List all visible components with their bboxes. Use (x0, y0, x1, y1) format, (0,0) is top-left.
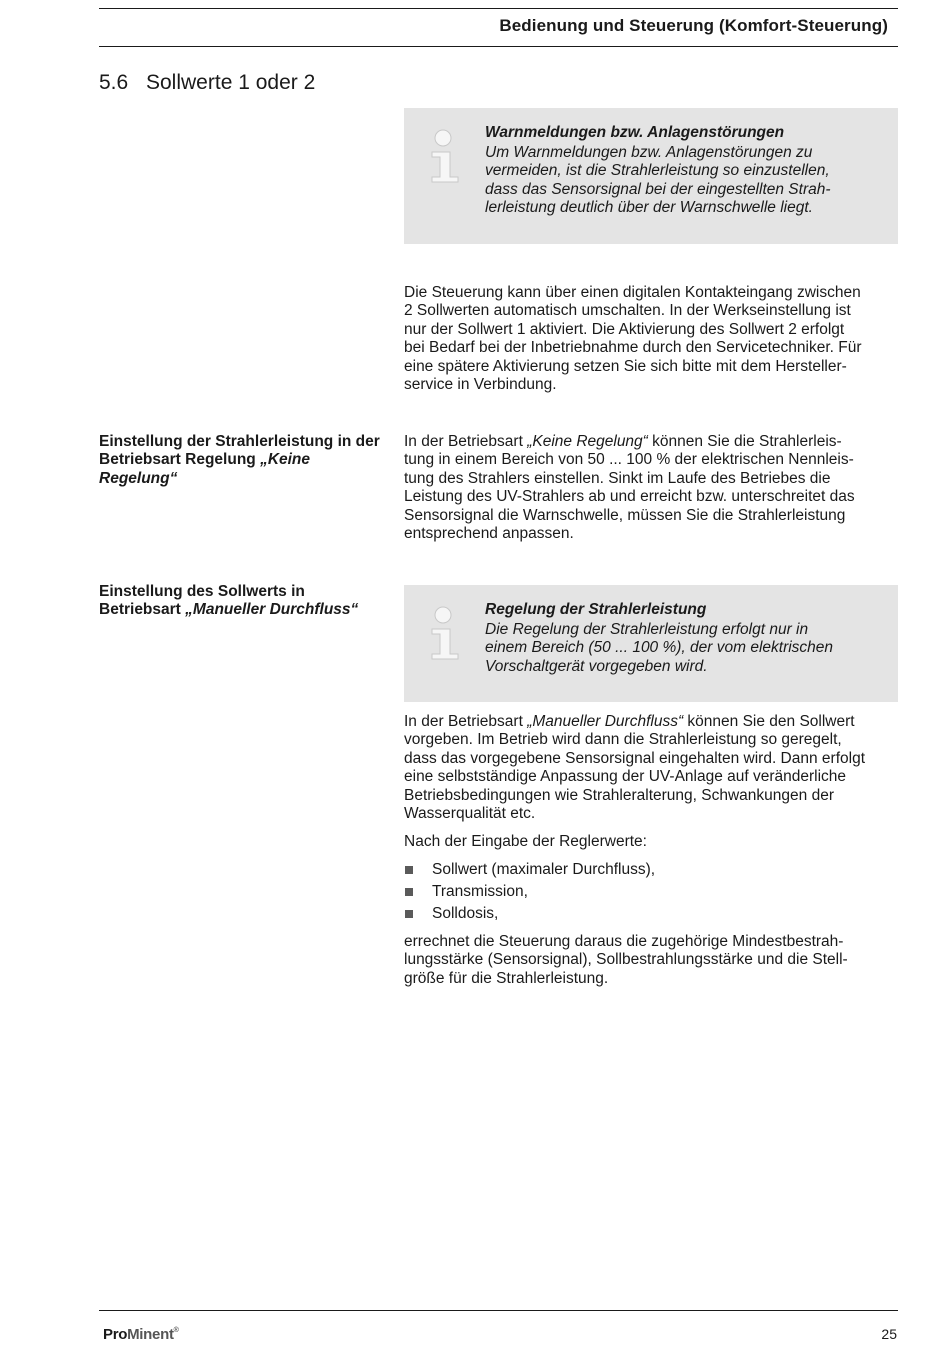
paragraph-line: entsprechend anpassen. (404, 525, 574, 543)
info-box-line: lerleistung deutlich über der Warnschwelle liegt. (485, 199, 813, 216)
header-bottom-rule (99, 46, 898, 47)
info-box-line: dass das Sensorsignal bei der eingestellten Strah- (485, 180, 831, 198)
paragraph-line: lungsstärke (Sensorsignal), Sollbestrahlungsstärke und die Stell- (404, 951, 848, 969)
info-icon (428, 128, 462, 186)
paragraph-italic: „Manueller Durchfluss“ (527, 713, 684, 730)
paragraph-text: können Sie die Strahlerleis- (647, 433, 842, 450)
page-number: 25 (881, 1326, 897, 1342)
info-box-heading: Regelung der Strahlerleistung (485, 601, 707, 618)
paragraph-line: eine spätere Aktivierung setzen Sie sich bitte mit dem Hersteller- (404, 357, 847, 375)
info-box-warning (404, 108, 898, 244)
paragraph-reglerwerte-intro: Nach der Eingabe der Reglerwerte: (404, 833, 647, 850)
paragraph-line: errechnet die Steuerung daraus die zugehörige Mindestbestrah- (404, 933, 844, 950)
list-item (404, 861, 900, 883)
paragraph-line: tung in einem Bereich von 50 ... 100 % der elektrischen Nennleis- (404, 451, 854, 469)
paragraph-line: Sensorsignal die Warnschwelle, müssen Sie die Strahlerleistung (404, 506, 846, 524)
side-label-line (99, 601, 389, 619)
side-label-text: Betriebsart (99, 601, 186, 619)
section-title: Sollwerte 1 oder 2 (146, 71, 316, 94)
bullet-square-icon (405, 888, 413, 896)
info-box-heading: Warnmeldungen bzw. Anlagenstörungen (485, 124, 785, 141)
side-label-italic: „Keine (260, 451, 311, 469)
list-item (404, 905, 900, 927)
paragraph-keine-regelung (404, 433, 900, 543)
paragraph-line: tung des Strahlers einstellen. Sinkt im Laufe des Betriebes die (404, 469, 831, 487)
paragraph-line: eine selbstständige Anpassung der UV-Anlage auf veränderliche (404, 768, 847, 786)
info-box-line: Die Regelung der Strahlerleistung erfolgt nur in (485, 620, 809, 638)
info-box-content (485, 601, 885, 676)
info-box-line: Um Warnmeldungen bzw. Anlagenstörungen zu (485, 143, 813, 161)
list-item (404, 883, 900, 905)
info-box-line: Vorschaltgerät vorgegeben wird. (485, 657, 708, 675)
side-label-text: Betriebsart Regelung (99, 451, 261, 469)
bullet-square-icon (405, 866, 413, 874)
paragraph-line: bei Bedarf bei der Inbetriebnahme durch den Servicetechniker. Für (404, 339, 862, 357)
prominent-logo (103, 1326, 179, 1343)
header-top-rule (99, 8, 898, 9)
paragraph-text: In der Betriebsart (404, 433, 528, 450)
side-label-line (99, 451, 389, 469)
running-header-title: Bedienung und Steuerung (Komfort-Steuerung) (499, 16, 888, 35)
section-heading (99, 71, 315, 95)
footer-rule (99, 1310, 898, 1311)
paragraph-line (404, 713, 900, 731)
paragraph-manueller-durchfluss (404, 713, 900, 823)
logo-text-pro: Pro (103, 1326, 128, 1343)
info-box-line: einem Bereich (50 ... 100 %), der vom elektrischen (485, 639, 834, 656)
paragraph-line: Die Steuerung kann über einen digitalen Kontakteingang zwischen (404, 284, 861, 301)
logo-registered-mark: ® (173, 1327, 179, 1334)
paragraph-line: service in Verbindung. (404, 376, 557, 394)
bullet-list-container (404, 861, 900, 927)
info-icon (428, 605, 462, 663)
paragraph-sollwert-switching (404, 284, 900, 394)
paragraph-line: Leistung des UV-Strahlers ab und erreicht bzw. unterschreitet das (404, 488, 855, 506)
side-label-line: Einstellung der Strahlerleistung in der (99, 433, 380, 450)
paragraph-text: In der Betriebsart (404, 713, 528, 730)
paragraph-line: Wasserqualität etc. (404, 805, 536, 823)
paragraph-line: 2 Sollwerten automatisch umschalten. In der Werkseinstellung ist (404, 302, 851, 320)
paragraph-line: nur der Sollwert 1 aktiviert. Die Aktivierung des Sollwert 2 erfolgt (404, 320, 845, 338)
paragraph-line: größe für die Strahlerleistung. (404, 969, 609, 987)
list-item-text: Solldosis, (432, 905, 499, 922)
paragraph-line: vorgeben. Im Betrieb wird dann die Strahlerleistung so geregelt, (404, 731, 842, 749)
side-label-italic: „Manueller Durchfluss“ (185, 601, 359, 619)
side-label-manueller-durchfluss (99, 583, 389, 620)
paragraph-line: Betriebsbedingungen wie Strahleralterung, Schwankungen der (404, 786, 834, 804)
paragraph-italic: „Keine Regelung“ (527, 433, 648, 450)
bullet-list (404, 861, 900, 927)
info-box-regelung (404, 585, 898, 702)
section-number: 5.6 (99, 71, 129, 94)
paragraph-berechnung (404, 933, 900, 988)
side-label-keine-regelung (99, 433, 389, 488)
list-item-text: Sollwert (maximaler Durchfluss), (432, 861, 656, 878)
logo-text-minent: Minent (127, 1326, 174, 1343)
side-label-line (99, 470, 389, 488)
info-box-content (485, 124, 885, 218)
side-label-line: Einstellung des Sollwerts in (99, 583, 305, 600)
bullet-square-icon (405, 910, 413, 918)
paragraph-line: dass das vorgegebene Sensorsignal eingehalten wird. Dann erfolgt (404, 749, 865, 767)
list-item-text: Transmission, (432, 883, 528, 900)
info-box-line: vermeiden, ist die Strahlerleistung so einzustellen, (485, 162, 830, 179)
paragraph-text: können Sie den Sollwert (683, 713, 855, 730)
paragraph-line (404, 433, 900, 451)
side-label-italic: Regelung“ (99, 469, 178, 487)
